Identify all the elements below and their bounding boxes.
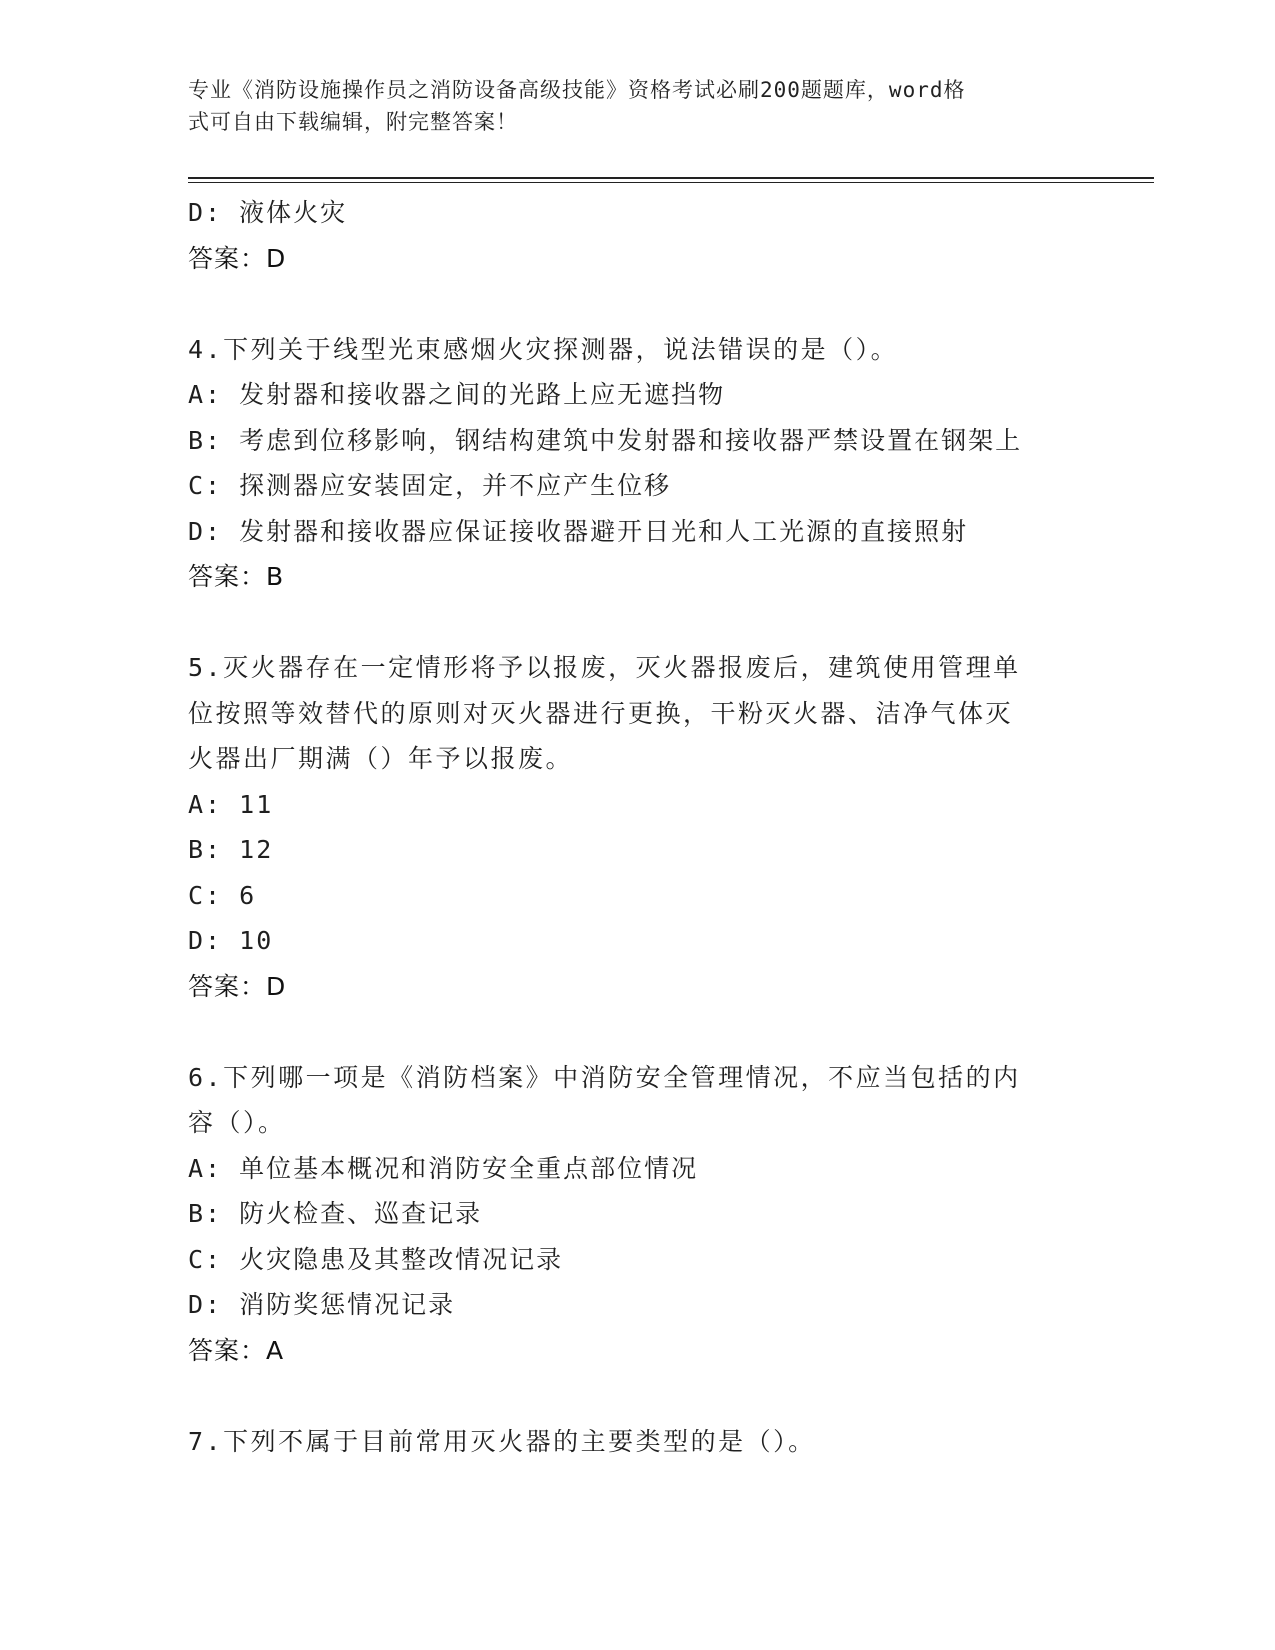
header-divider-thick <box>188 177 1154 179</box>
spacer <box>188 1009 1088 1055</box>
answer-label: 答案：B <box>188 562 285 591</box>
header-divider-thin <box>188 182 1154 183</box>
question-text: 4.下列关于线型光束感烟火灾探测器，说法错误的是（）。 <box>188 334 899 364</box>
option-b: B: 考虑到位移影响，钢结构建筑中发射器和接收器严禁设置在钢架上 <box>188 425 1023 455</box>
question-text: 7.下列不属于目前常用灭火器的主要类型的是（）。 <box>188 1426 816 1456</box>
question-text: 6.下列哪一项是《消防档案》中消防安全管理情况，不应当包括的内 <box>188 1062 1021 1092</box>
question-5 <box>188 645 1088 1009</box>
header-line-1: 专业《消防设施操作员之消防设备高级技能》资格考试必刷200题题库，word格 <box>188 78 966 102</box>
answer-label: 答案：D <box>188 971 287 1001</box>
option-c: C: 6 <box>188 880 257 910</box>
question-4 <box>188 327 1088 600</box>
option-d: D: 发射器和接收器应保证接收器避开日光和人工光源的直接照射 <box>188 516 969 546</box>
spacer <box>188 281 1088 327</box>
option-a: A: 发射器和接收器之间的光路上应无遮挡物 <box>188 380 726 409</box>
option-d: D: 液体火灾 <box>188 198 348 227</box>
header-line-2: 式可自由下载编辑，附完整答案！ <box>188 110 518 134</box>
option-c: C: 火灾隐患及其整改情况记录 <box>188 1244 564 1274</box>
document-header <box>188 74 1068 138</box>
question-text: 容（）。 <box>188 1108 286 1137</box>
option-d: D: 消防奖惩情况记录 <box>188 1290 456 1319</box>
option-a: A: 11 <box>188 789 274 819</box>
question-7 <box>188 1419 1088 1465</box>
answer-label: 答案：A <box>188 1335 285 1365</box>
option-a: A: 单位基本概况和消防安全重点部位情况 <box>188 1153 699 1183</box>
question-text: 位按照等效替代的原则对灭火器进行更换，干粉灭火器、洁净气体灭 <box>188 698 1014 728</box>
answer-label: 答案：D <box>188 243 287 273</box>
question-text: 火器出厂期满（）年予以报废。 <box>188 744 574 773</box>
question-6 <box>188 1055 1088 1374</box>
question-text: 5.灭火器存在一定情形将予以报废，灭火器报废后，建筑使用管理单 <box>188 653 1021 682</box>
option-b: B: 防火检查、巡查记录 <box>188 1199 483 1228</box>
spacer <box>188 600 1088 646</box>
spacer <box>188 1373 1088 1419</box>
option-b: B: 12 <box>188 835 274 864</box>
question-list <box>188 190 1088 1464</box>
option-d: D: 10 <box>188 926 274 955</box>
option-c: C: 探测器应安装固定，并不应产生位移 <box>188 471 672 500</box>
